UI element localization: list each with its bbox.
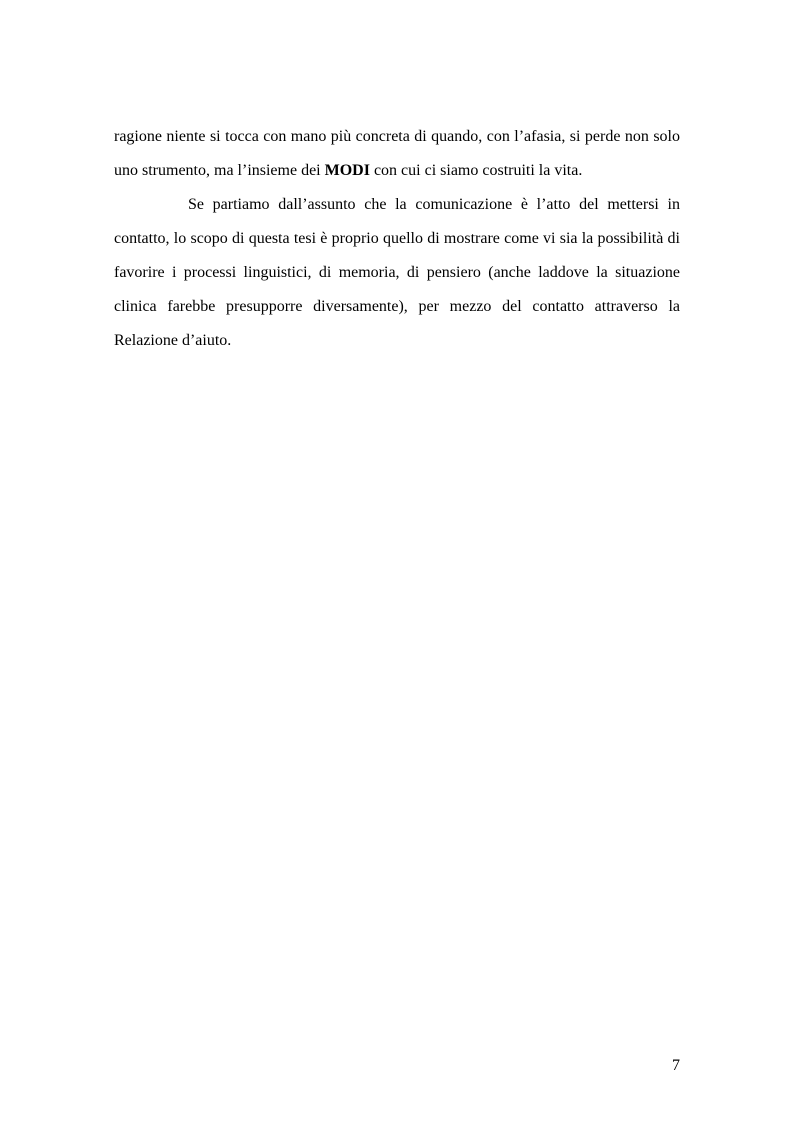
emphasized-word-modi: MODI [324,162,370,179]
page-number: 7 [672,1057,680,1074]
body-text [114,120,680,358]
paragraph-thesis-purpose: Se partiamo dall’assunto che la comunicazione è l’atto del mettersi in contatto, lo scopo di questa tesi è proprio quello di mostrare come vi sia la possibilità di favorire i processi linguistici, di memoria, di pensiero (anche laddove la situazione clinica farebbe presupporre diversamente), per mezzo del contatto attraverso la Relazione d’aiuto. [114,196,680,349]
paragraph-continuation [114,120,680,188]
paragraph-1-text-end: con cui ci siamo costruiti la vita. [369,162,583,179]
paragraph-1-text-start: ragione niente si tocca con mano più concreta di quando, con l’afasia, si perde non solo uno strumento, ma l’insieme dei [114,128,680,179]
